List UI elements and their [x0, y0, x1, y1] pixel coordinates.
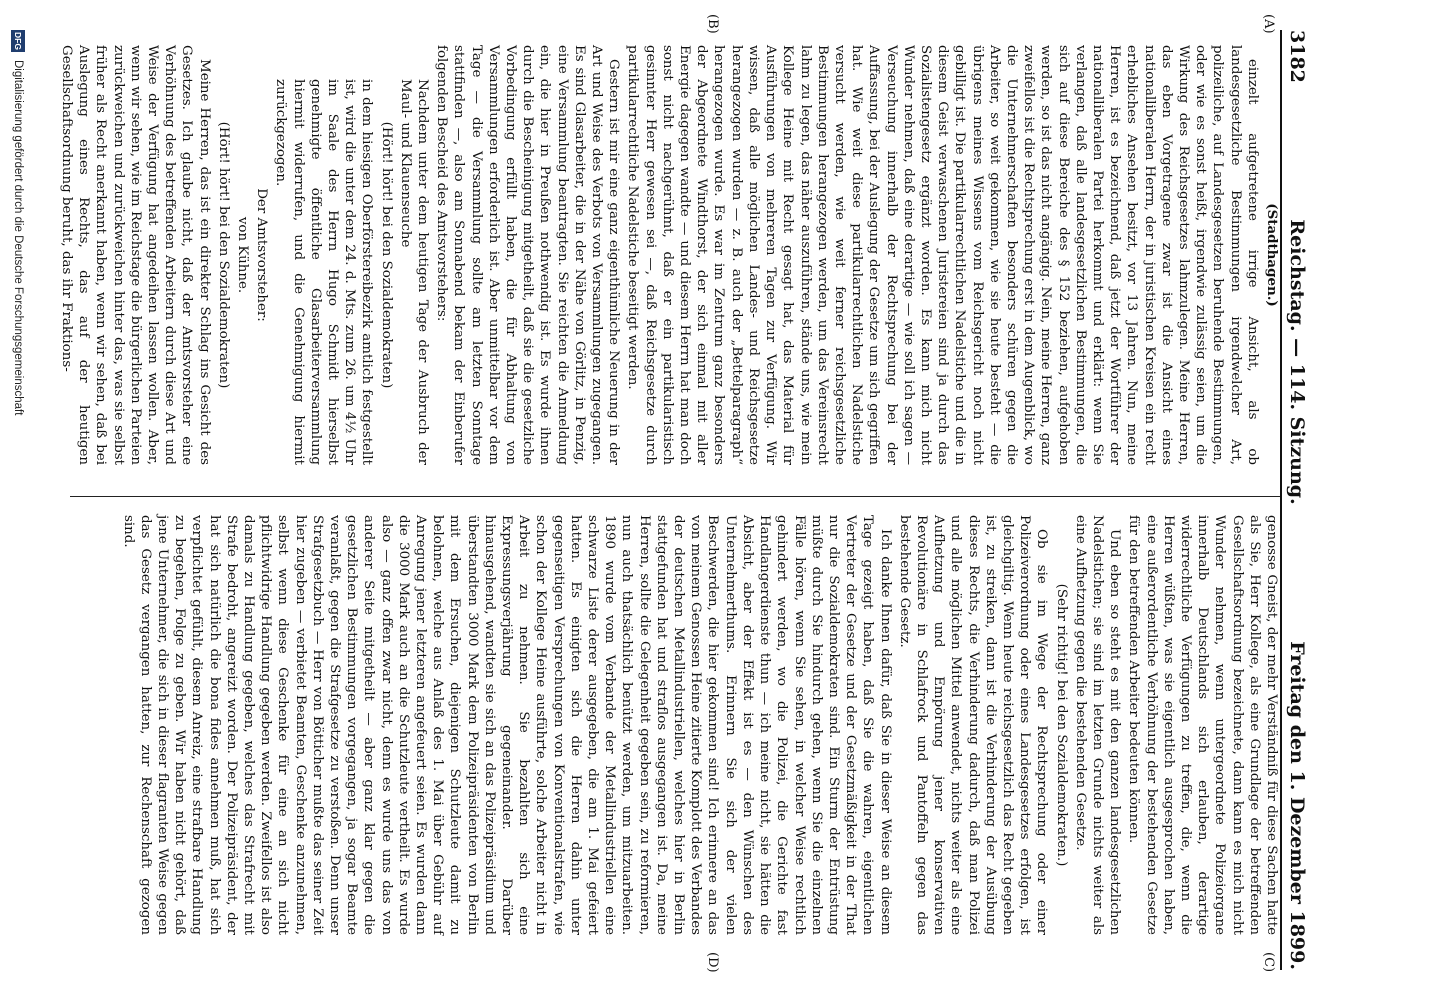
- interjection: (Hört! hört! bei den Sozialdemokraten): [215, 121, 231, 389]
- left-column: [58, 45, 1280, 465]
- page-header: [1280, 30, 1320, 970]
- margin-marker-a: (A): [1261, 14, 1276, 34]
- quote-signature-title: Der Amtsvorsteher:: [254, 188, 270, 322]
- paragraph: Ich danke Ihnen dafür, daß Sie in dieser Weise an diesem Tage gezeigt haben, daß Sie die wahren, eigentlichen Vertreter der Gesetze und der Gesetzmäßigkeit in der That nur die Sozialdemokraten sind. Ein Sturm der Entrüstung müßte durch Sie hindurch gehen, wenn Sie die einzelnen Fälle hören, wenn Sie sehen, in welcher Weise rechtlich gehindert werden, wo die Polizei, die Gerichte fast Handlangerdienste thun — ich meine nicht, sie hätten die Absicht, aber der Effekt ist es — den Wünschen des Unternehmerthums. Erinnern Sie sich der vielen Beschwerden, die hier gekommen sind! Ich erinnere an das von meinem Genossen Heine zitierte Komplott des Verbandes der deutschen Metallindustriellen, welches hier in Berlin stattgefunden hat und straflos ausgegangen ist. Da, meine Herren, sollte die Gelegenheit gegeben sein, zu reformieren, nun auch thatsächlich benützt werden, um mitzuarbeiten. 1890 wurde vom Verbande der Metallindustriellen eine schwarze Liste derer ausgegeben, die am 1. Mai gefeiert hatten. Es einigten sich die Herren dahin unter gegenseitigen Versprechungen von Konventionalstrafen, wie schon der Kollege Heine ausführte, solche Arbeiter nicht in Arbeit zu nehmen. Sie bezahlten sich eine Expressungsverjährung gegeneinander. Darüber hinausgehend, wandten sie sich an das Polizeipräsidium und überstandten 3000 Mark dem Polizeipräsidenten von Berlin mit dem Ersuchen, diejenigen Schutzleute damit zu belohnen, welche aus Anlaß des 1. Mai über Gebühr auf Anregung jener letzteren angefeuert seien. Es wurden dann die 3000 Mark auch an die Schutzleute vertheilt. Es wurde also — ganz offen zwar nicht, denn es wurde uns das von anderer Seite mitgetheilt — aber ganz klar gegen die gesetzlichen Bestimmungen vorgegangen, ja sogar Beamte veranlaßt, gegen die Strafgesetze zu verstoßen. Denn unser Strafgesetzbuch — Herr von Bötticher mußte das seiner Zeit hier zugeben — verbietet Beamten, Geschenke anzunehmen, selbst wenn diese Geschenke für eine an sich nicht pflichtwidrige Handlung gegeben werden. Zweifellos ist also damals zu Handlung gegeben, welches das Strafrecht mit Strafe bedroht, angereizt worden. Der Polizeipräsident, der hat sich natürlich die bona fides annehmen muß, hat sich verpflichtet gefühlt, diesem Anreiz, eine strafbare Handlung zu begehen, Folge zu geben. Wir haben nicht gehört, daß jene Unternehmer, die sich in dieser flagranten Weise gegen das Gesetz vergangen hatten, zur Rechenschaft gezogen sind.: [120, 515, 893, 935]
- margin-marker-d: (D): [705, 952, 720, 973]
- dfg-logo: DFG: [11, 30, 25, 52]
- quote-line: Nachdem unter dem heutigen Tage der Ausbruch der Maul- und Klauenseuche: [397, 79, 431, 465]
- quote-line: in dem hiesigen Oberförstereibezirk amtlich festgestellt ist, wird die unter dem 24. d. Mts. zum 26. um 4½ Uhr im Saale des Herrn Hugo Schmidt hierselbst genehmigte öffentliche Glasarbeiterversammlung hiermit widerrufen, und die Genehmigung hiermit zurückgezogen.: [273, 79, 375, 465]
- quote-signature-name: von Kühne.: [235, 216, 251, 294]
- paragraph: Gestern ist mir eine ganz eigenthümliche Neuerung in der Art und Weise des Verbots von Versammlungen zugegangen. Es sind Glasarbeiter, die in der Nähe von Görlitz, in Penzig, eine Versammlung beantragten. Sie reichten die Anmeldung ein, die hier in Preußen nothwendig ist. Es wurde ihnen durch die Bescheinigung mitgetheilt, daß sie die gesetzliche Vorbedingung erfüllt haben, die für Abhaltung von Versammlungen erforderlich ist. Aber unmittelbar vor dem Tage — die Versammlung sollte am letzten Sonntage stattfinden —, also am Sonnabend bekam der Einberufer folgenden Bescheid des Amtsvorstehers:: [434, 45, 622, 465]
- interjection: (Hört! hört! bei den Sozialdemokraten): [378, 121, 394, 389]
- funding-credit: Digitalisierung gefördert durch die Deutsche Forschungsgemeinschaft: [12, 60, 24, 416]
- paragraph: genosse Gneist, der mehr Verständniß für diese Sachen hatte als Sie, Herr Kollege, als eine Grundlage der betreffenden Gesellschaftsordnung bezeichnete, dann kann es mich nicht Wunder nehmen, wenn untergeordnete Polizeiorgane innerhalb Deutschlands sich erlauben, derartige widerrechtliche Verfügungen zu treffen, die, wenn die Herren wüßten, was sie eigentlich ausgesprochen haben, eine außerordentliche Verhöhnung der bestehenden Gesetze für den betreffenden Arbeiter bedeuten können.: [1126, 515, 1279, 935]
- paragraph: Ob sie im Wege der Rechtsprechung oder einer Polizeiverordnung oder eines Landesgesetzes erfolgen, ist gleichgiltig. Wenn heute reichsgesetzlich das Recht gegeben ist, zu streiken, dann ist die Verhinderung der Ausübung dieses Rechts, die Verhinderung dadurch, daß man Polizei und alle möglichen Mittel anwendet, nichts weiter als eine Aufhetzung und Empörung jener konservativen Revolutionäre in Schlafrock und Pantoffeln gegen das bestehende Gesetz.: [896, 515, 1050, 935]
- paragraph: Und eben so steht es mit den ganzen landesgesetzlichen Nadelstichen; sie sind im letzten Grunde nichts weiter als eine Aufhetzung gegen die bestehenden Gesetze.: [1072, 515, 1123, 935]
- column-divider: [70, 496, 1280, 497]
- margin-marker-c: (C): [1261, 952, 1276, 973]
- paragraph: einzelt aufgetretene irrige Ansicht, als ob landesgesetzliche Bestimmungen irgendwelcher Art, polizeiliche, auf Landesgesetzen beruhende Bestimmungen, oder wie es sonst heißt, irgendwie zulässig seien, um die Wirkung des Reichsgesetzes lahmzulegen. Meine Herren, das eben Vorgetragene zwar ist die Ansicht eines nationalliberalen Herrn, der in juristischen Kreisen ein recht erhebliches Ansehen besitzt, vor 13 Jahren. Nun, meine Herren, ist es bezeichnend, daß jetzt der Wortführer der nationalliberalen Partei herkommt und erklärt: wenn Sie verlangen, daß alle landesgesetzlichen Bestimmungen, die sich auf diese Bereiche des § 152 beziehen, aufgehoben werden, so ist das nicht angängig. Nein, meine Herren, ganz zweifellos ist die Rechtsprechung erst in dem Augenblick, wo die Unternehmerschaften besonders schüren gegen die Arbeiter, so weit gekommen, wie sie heute besteht — die übrigens meines Wissens vom Reichsgericht noch nicht gebilligt ist. Die partikularrechtlichen Nadelstiche und die in diesem Geist verwaschenen Juristereien sind ja durch das Sozialistengesetz ergänzt worden. Es kann mich nicht Wunder nehmen, daß eine derartige — wie soll ich sagen — Verseuchung innerhalb der Rechtsprechung bei der Auffassung, bei der Auslegung der Gesetze um sich gegriffen hat. Wie weit diese partikularrechtlichen Nadelstiche versucht werden, wie weit ferner reichsgesetzliche Bestimmungen herangezogen werden, um das Vereinsrecht lahm zu legen, das näher auszuführen, stände uns, wie mein Kollege Heine mit Recht gesagt hat, das Material für Ausführungen von mehreren Tagen zur Verfügung. Wir wissen, daß alle möglichen Landes- und Reichsgesetze herangezogen wurden — z. B. auch der „Bettelparagraph“ herangezogen wurde. Es war im Zentrum ganz besonders der Abgeordnete Windthorst, der sich einmal mit aller Energie dagegen wandte — und diesem Herrn hat man doch sonst nicht nachgerühmt, daß er ein partikularistisch gesinnter Herr gewesen sei —, daß Reichsgesetze durch partikularrechtliche Nadelstiche beseitigt werden.: [625, 45, 1260, 465]
- margin-marker-b: (B): [705, 14, 720, 34]
- speaker-label: (Stadthagen.): [1264, 203, 1280, 307]
- right-column: [70, 515, 1280, 935]
- page-number: 3182: [1286, 30, 1308, 83]
- page-date: Freitag den 1. Dezember 1899.: [1286, 641, 1308, 970]
- paragraph: Meine Herren, das ist ein direkter Schlag ins Gesicht des Gesetzes. Ich glaube nicht, daß der Amtsvorsteher eine Verhöhnung des betreffenden Arbeitern durch diese Art und Weise der Verfügung hat angedeihen lassen wollen. Aber, wenn wir sehen, wie im Reichstage die bürgerlichen Parteien zurückweichen und zurückweichen hinter das, was sie selbst früher als Recht anerkannt haben, wenn wir sehen, daß bei Auslegung eines Rechts, das auf der heutigen Gesellschaftsordnung beruht, das ihr Fraktions-: [58, 45, 212, 465]
- page-title: Reichstag. — 114. Sitzung.: [1286, 219, 1308, 505]
- interjection: (Sehr richtig! bei den Sozialdemokraten.): [1053, 583, 1069, 867]
- digitization-footer: [0, 30, 36, 970]
